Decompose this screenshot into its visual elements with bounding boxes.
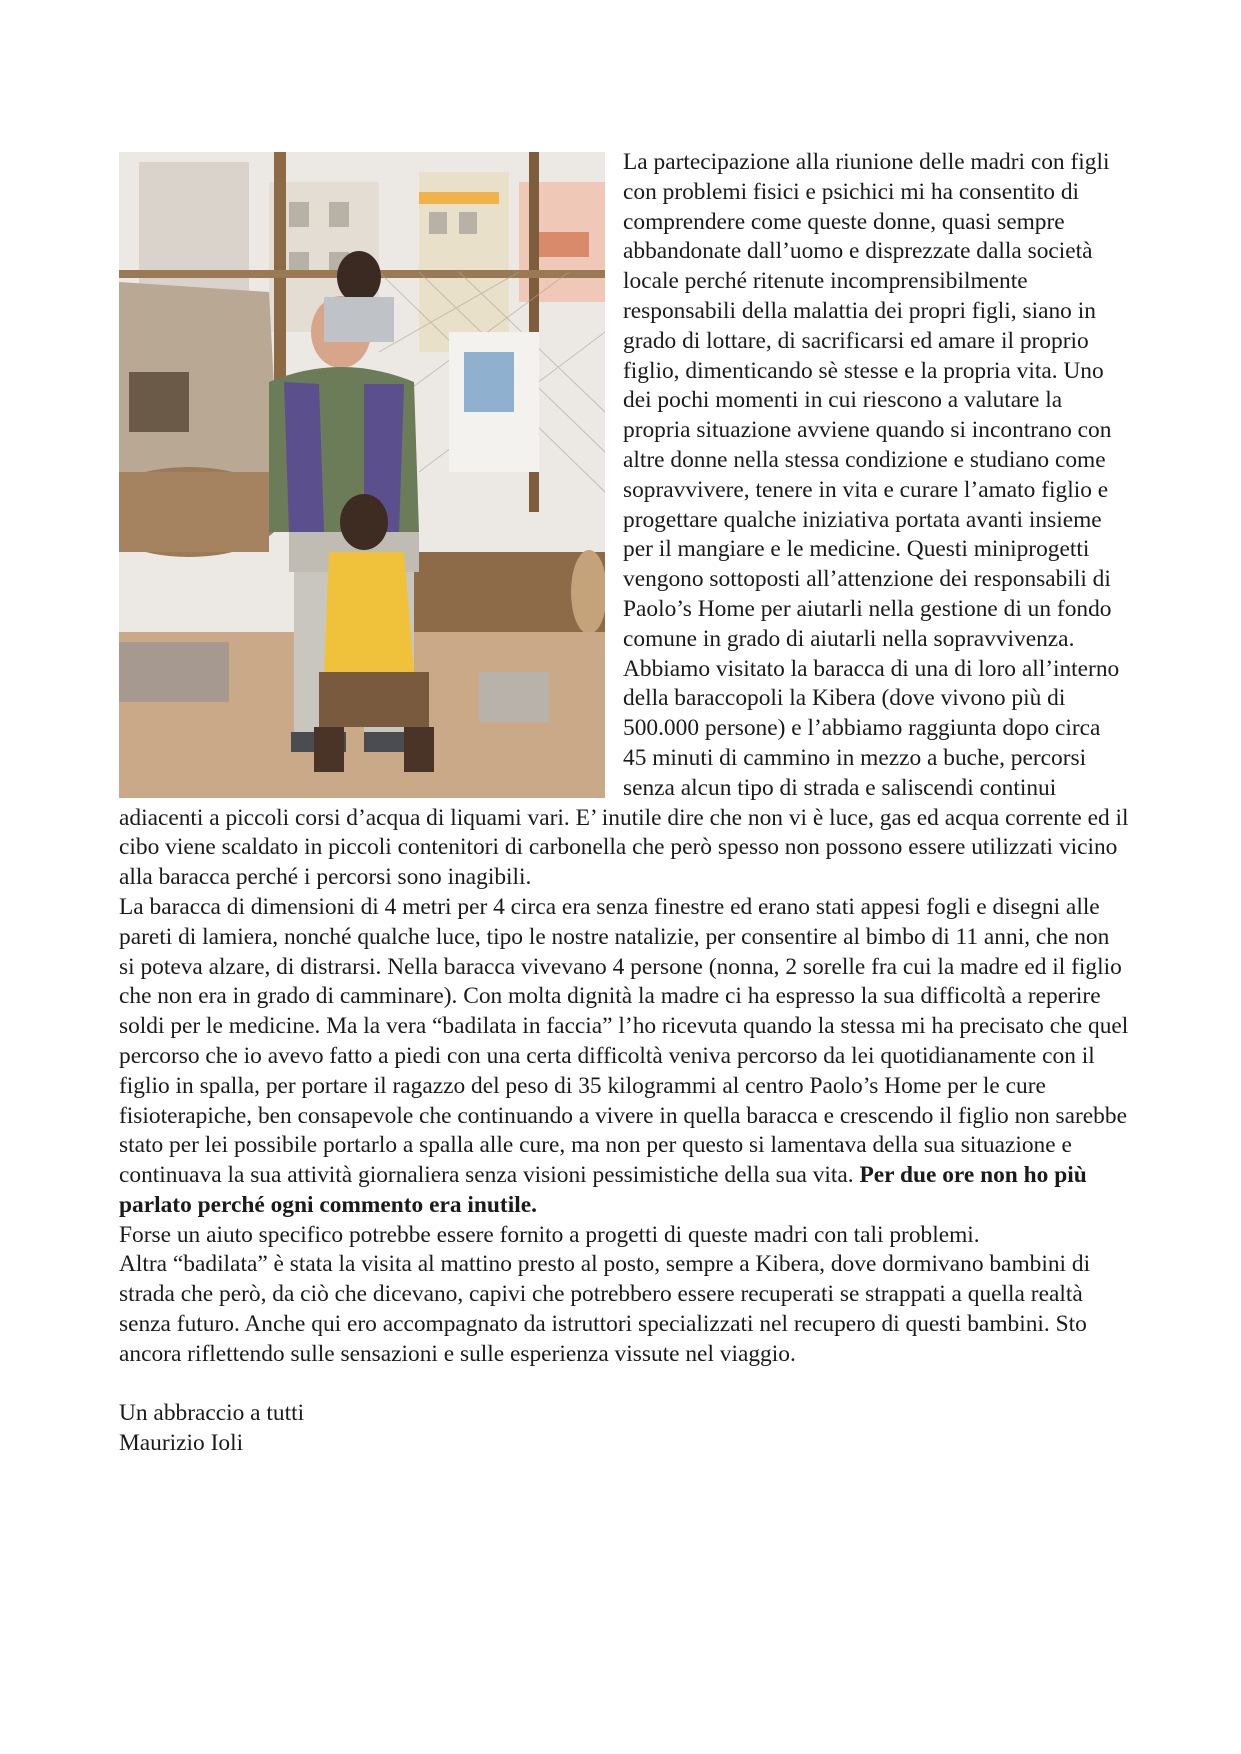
paragraph-3: Forse un aiuto specifico potrebbe essere fornito a progetti di queste madri con tali problemi. xyxy=(119,1221,980,1248)
photo-illustration xyxy=(119,152,605,798)
spacer xyxy=(119,1370,1129,1400)
paragraph-2 xyxy=(119,893,1129,1221)
paragraph-2-text: La baracca di dimensioni di 4 metri per 4 circa era senza finestre ed erano stati appesi fogli e disegni alle pareti di lamiera, nonché qualche luce, tipo le nostre natalizie, per consentire al bimbo di 11 anni, che non si poteva alzare, di distrarsi. Nella baracca vivevano 4 persone (nonna, 2 sorelle fra cui la madre ed il figlio che non era in grado di camminare). Con molta dignità la madre ci ha espresso la sua difficoltà a reperire soldi per le medicine. Ma la vera “badilata in faccia” l’ho ricevuta quando la stessa mi ha precisato che quel percorso che io avevo fatto a piedi con una certa difficoltà veniva percorso da lei quotidianamente con il figlio in spalla, per portare il ragazzo del peso di 35 kilogrammi al centro Paolo’s Home per le cure fisioterapiche, ben consapevole che continuando a vivere in quella baracca e crescendo il figlio non sarebbe stato per lei possibile portarlo a spalla alle cure, ma non per questo si lamentava della sua situazione e continuava la sua attività giornaliera senza visioni pessimistiche della sua vita. xyxy=(119,893,1129,1189)
paragraph-1: La partecipazione alla riunione delle madri con figli con problemi fisici e psichici mi ha consentito di comprendere come queste donne, quasi sempre abbandonate dall’uomo e disprezzate dalla società locale perché ritenute incomprensibilmente responsabili della malattia dei propri figli, siano in grado di lottare, di sacrificarsi ed amare il proprio figlio, dimenticando sè stesse e la propria vita. Uno dei pochi momenti in cui riescono a valutare la propria situazione avviene quando si incontrano con altre donne nella stessa condizione e studiano come sopravvivere, tenere in vita e curare l’amato figlio e progettare qualche iniziativa portata avanti insieme per il mangiare e le medicine. Questi miniprogetti vengono sottoposti all’attenzione dei responsabili di Paolo’s Home per aiutarli nella gestione di un fondo comune in grado di aiutarli nella sopravvivenza. Abbiamo visitato la baracca di una di loro all’interno della baraccopoli la Kibera (dove vivono più di 500.000 persone) e l’abbiamo raggiunta dopo circa 45 minuti di cammino in mezzo a buche, percorsi senza alcun tipo di strada e saliscendi continui adiacenti a piccoli corsi d’acqua di liquami vari. E’ inutile dire che non vi è luce, gas ed acqua corrente ed il cibo viene scaldato in piccoli contenitori di carbonella che però spesso non possono essere utilizzati vicino alla baracca perché i percorsi sono inagibili. xyxy=(119,149,1129,891)
photo-image xyxy=(119,152,605,798)
document-body xyxy=(119,148,1129,1459)
paragraph-4: Altra “badilata” è stata la visita al mattino presto al posto, sempre a Kibera, dove dormivano bambini di strada che però, da ciò che dicevano, capivi che potrebbero essere recuperati se strappati a quella realtà senza futuro. Anche qui ero accompagnato da istruttori specializzati nel recupero di questi bambini. Sto ancora riflettendo sulle sensazioni e sulle esperienza vissute nel viaggio. xyxy=(119,1251,1091,1367)
closing: Un abbraccio a tutti xyxy=(119,1400,305,1427)
bold-sentence: Per due ore non ho più parlato perché ogni commento era inutile. xyxy=(119,1162,1087,1218)
signature: Maurizio Ioli xyxy=(119,1430,244,1457)
